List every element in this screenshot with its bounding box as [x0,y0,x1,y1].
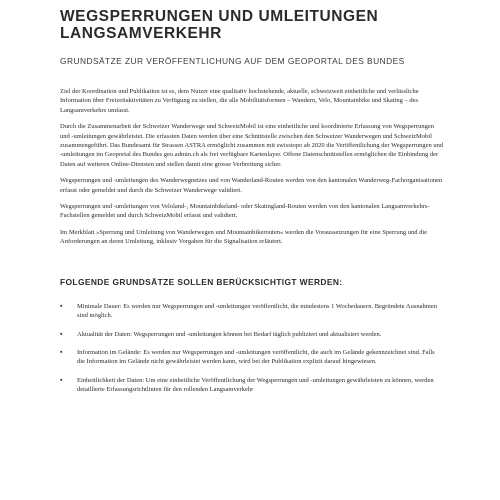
bullet-icon: ▪ [60,329,63,338]
list-item [60,348,444,367]
list-item [60,376,444,395]
principles-list [60,302,444,395]
principle-text: Aktualität der Daten: Wegsperrungen und -umleitungen können bei Bedarf täglich publiziert und aktualisiert werden. [77,330,382,338]
bullet-icon: ▪ [60,375,63,384]
principle-text: Einheitlichkeit der Daten: Um eine einheitliche Veröffentlichung der Wegsperrungen und -umleitungen gewährleisten zu können, werden detaillierte Erfassungsrichtlinien für den rollenden Langsamverkehr [77,376,434,394]
title-line-1: WEGSPERRUNGEN UND UMLEITUNGEN [60,8,379,25]
principle-text: Minimale Dauer: Es werden nur Wegsperrungen und -umleitungen veröffentlicht, die mindestens 1 Wochedauern. Begründete Ausnahmen sind möglich. [77,302,437,320]
paragraph-hiking-routes: Wegsperrungen und -umleitungen des Wanderwegnetzes und von Wanderland-Routen werden von den kantonalen Wanderweg-Fachorganisationen erfasst oder gemeldet und durch die Schweizer Wanderwege validiert. [60,177,443,194]
bullet-icon: ▪ [60,347,63,356]
list-item [60,330,444,339]
paragraph-factsheet: Im Merkblatt »Sperrung und Umleitung von Wanderwegen und Mountainbikerouten« werden die Voraussetzungen für eine Sperrung und die Anforderungen an deren Umleitung, inklusiv Vorgaben für die Signalisation erläutert. [60,228,428,246]
principles-heading: FOLGENDE GRUNDSÄTZE SOLLEN BERÜCKSICHTIGT WERDEN: [60,276,343,287]
title-line-2: LANGSAMVERKEHR [60,25,222,42]
list-item [60,302,444,321]
paragraph-goal: Ziel der Koordination und Publikation ist es, dem Nutzer eine qualitativ hochstehende, aktuelle, schweizweit einheitliche und verlässliche Information über Freizeitaktivitäten zu Verfügung zu stellen, die alle Mobilitätsformen – Wandern, Velo, Mountainbike und Skating – des Langsamverkehrs umfasst. [60,88,419,114]
document-subtitle: GRUNDSÄTZE ZUR VERÖFFENTLICHUNG AUF DEM GEOPORTAL DES BUNDES [60,56,405,66]
principle-text: Information im Gelände: Es werden nur Wegsperrungen und -umleitungen veröffentlicht, die auch im Gelände gekennzeichnet sind. Falls die Information im Gelände nicht gewährleistet werden kann, wird bei der Publikation explizit darauf hingewiesen. [77,348,435,366]
bullet-icon: ▪ [60,301,63,310]
document-title [60,8,444,42]
paragraph-cooperation: Durch die Zusammenarbeit der Schweizer Wanderwege und SchweizMobil ist eine einheitliche und koordinierte Erfassung von Wegsperrungen und -umleitungen gewährleistet. Die erfassten Daten werden über eine Schnittstelle zwischen den Schweizer Wanderwegen und SchweizMobil zusammengeführt. Das Bundesamt für Strassen ASTRA ermöglicht zusammen mit swisstopo ab 2020 die Veröffentlichung der Wegsperrungen und -umleitungen im Geoportal des Bundes geo.admin.ch als frei verfügbare Kartenlayer. Offene Datenschnittstellen ermöglichen die Einbindung der Daten auf weiteren Online-Diensten und stellen damit eine grosse Verbreitung sicher. [60,123,444,168]
paragraph-bike-routes: Wegsperrungen und -umleitungen von Veloland-, Mountainbikeland- oder Skatingland-Routen werden von den kantonalen Langsamverkehrs-Fachstellen gemeldet und durch SchweizMobil erfasst und validiert. [60,203,430,220]
